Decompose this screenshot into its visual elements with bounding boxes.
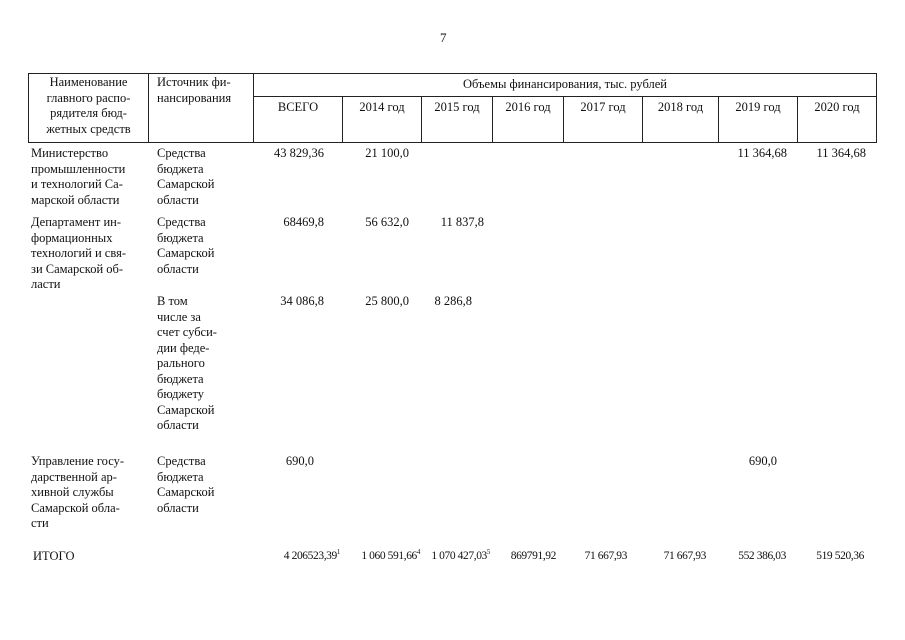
row-2015: 11 837,8 <box>440 215 484 229</box>
header-year-2020: 2020 год <box>814 100 860 114</box>
row-2020: 11 364,68 <box>816 146 866 160</box>
row-2019: 690,0 <box>748 454 777 468</box>
total-2017: 71 667,93 <box>584 550 627 562</box>
page-number: 7 <box>440 30 447 45</box>
row-source: В том числе за счет субси- дии феде- рального бюджета бюджету Самарской области <box>157 294 217 432</box>
row-2015: 8 286,8 <box>434 294 472 308</box>
row-2014: 21 100,0 <box>365 146 409 160</box>
row-total: 68469,8 <box>283 215 324 229</box>
row-2014: 25 800,0 <box>365 294 409 308</box>
row-org: Департамент ин- формационных технологий и свя- зи Самарской об- ласти <box>31 215 127 291</box>
total-2020: 519 520,36 <box>816 550 864 562</box>
row-org: Министерство промышленности и технологий Са- марской области <box>31 146 126 207</box>
header-source-column: Источник фи- нансирования <box>157 75 232 105</box>
header-year-2018: 2018 год <box>657 100 704 114</box>
header-org-column: Наименование главного распо- рядителя бюд- жетных средств <box>46 75 131 136</box>
header-year-2015: 2015 год <box>434 100 480 114</box>
total-label: ИТОГО <box>33 549 75 563</box>
header-year-2017: 2017 год <box>580 100 626 114</box>
header-year-2014: 2014 год <box>359 100 405 114</box>
row-total: 34 086,8 <box>280 294 324 308</box>
row-total: 690,0 <box>285 454 314 468</box>
total-all: 4 206523,39$^1$ <box>283 548 340 562</box>
total-2014: 1 060 591,66$^4$ <box>361 548 420 562</box>
row-2014: 56 632,0 <box>365 215 409 229</box>
row-source: Средства бюджета Самарской области <box>157 454 215 515</box>
total-2016: 869791,92 <box>510 550 556 562</box>
header-volumes: Объемы финансирования, тыс. рублей <box>463 77 667 91</box>
row-source: Средства бюджета Самарской области <box>157 146 215 207</box>
total-2015: 1 070 427,03$^5$ <box>431 548 490 562</box>
header-year-2016: 2016 год <box>505 100 551 114</box>
row-org: Управление госу- дарственной ар- хивной службы Самарской обла- сти <box>31 454 124 530</box>
row-total: 43 829,36 <box>274 146 324 160</box>
total-2018: 71 667,93 <box>663 550 706 562</box>
total-2019: 552 386,03 <box>738 550 786 562</box>
header-year-2019: 2019 год <box>735 100 781 114</box>
header-year-total: ВСЕГО <box>277 100 319 114</box>
row-source: Средства бюджета Самарской области <box>157 215 215 276</box>
row-2019: 11 364,68 <box>737 146 787 160</box>
